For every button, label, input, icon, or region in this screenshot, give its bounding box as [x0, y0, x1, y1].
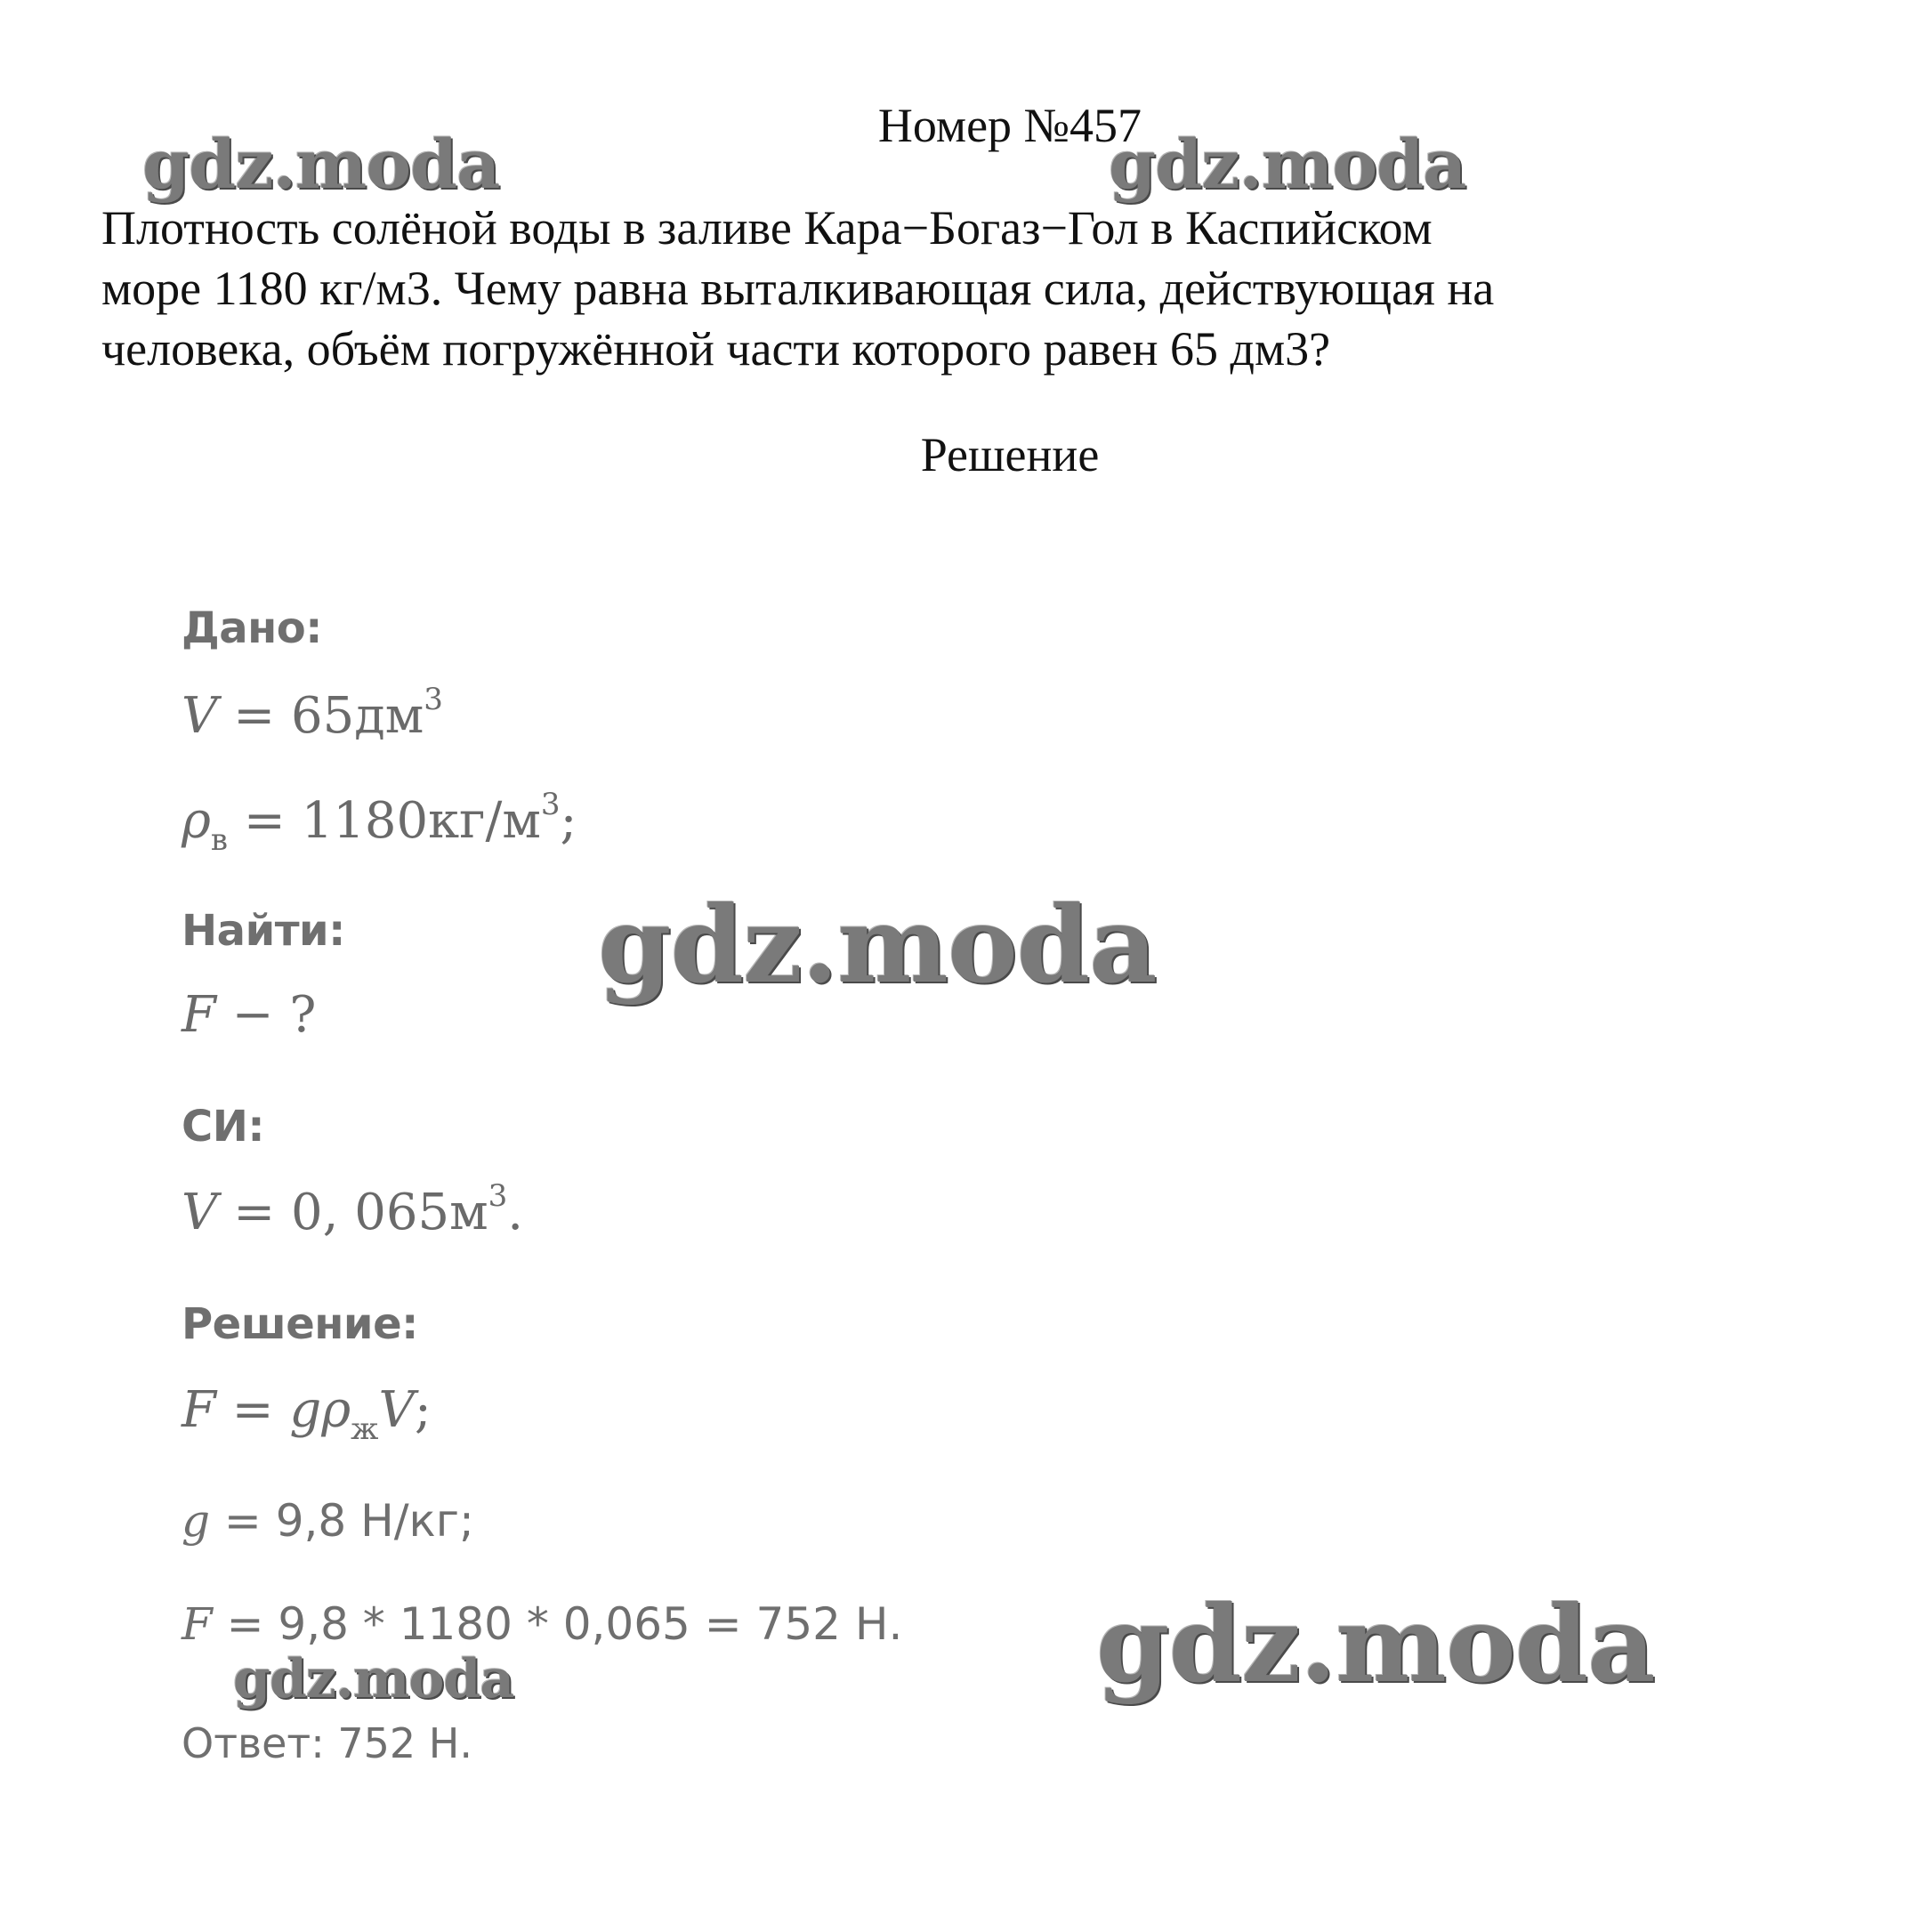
problem-line: Плотность солёной воды в заливе Кара−Богаз−Гол в Каспийском	[101, 201, 1433, 255]
given-density	[182, 787, 577, 858]
volume-symbol: V	[182, 1184, 218, 1241]
solution-label: Решение:	[182, 1299, 418, 1349]
gravity-line	[182, 1495, 474, 1547]
problem-number-title: Номер №457	[877, 99, 1142, 152]
problem-statement	[101, 198, 1792, 379]
density-symbol: ρ	[182, 792, 211, 850]
density-subscript: в	[210, 822, 229, 858]
answer-line: Ответ: 752 Н.	[182, 1719, 472, 1767]
density-tail: ;	[560, 792, 577, 850]
watermark: gdz.moda	[1109, 125, 1466, 204]
force-symbol: F	[182, 1598, 213, 1650]
problem-line: человека, объём погружённой части которого равен 65 дм3?	[101, 322, 1331, 376]
find-question: − ?	[215, 986, 317, 1044]
volume-value: = 65дм	[217, 687, 424, 745]
problem-line: море 1180 кг/м3. Чему равна выталкивающая сила, действующая на	[101, 262, 1495, 315]
si-volume-exponent: 3	[488, 1178, 508, 1214]
watermark: gdz.moda	[233, 1648, 514, 1710]
density-value: = 1180кг/м	[228, 792, 541, 850]
si-label: СИ:	[182, 1102, 265, 1152]
density-symbol: ρ	[321, 1381, 351, 1439]
volume-symbol: V	[182, 687, 218, 745]
given-volume	[182, 682, 443, 745]
density-exponent: 3	[540, 787, 561, 822]
calculation-value: = 9,8 * 1180 * 0,065 = 752 Н.	[212, 1598, 903, 1650]
watermark: gdz.moda	[598, 883, 1157, 1006]
gravity-value: = 9,8 Н/кг;	[210, 1495, 474, 1547]
force-symbol: F	[182, 986, 216, 1044]
given-label: Дано:	[182, 603, 322, 653]
watermark: gdz.moda	[1096, 1582, 1655, 1706]
solution-title: Решение	[920, 428, 1100, 481]
calculation-line	[182, 1598, 902, 1650]
si-volume-tail: .	[507, 1184, 524, 1241]
liquid-subscript: ж	[351, 1411, 379, 1447]
watermark: gdz.moda	[142, 125, 500, 204]
volume-symbol: V	[378, 1381, 415, 1439]
gravity-symbol: g	[182, 1495, 211, 1547]
formula-tail: ;	[414, 1381, 432, 1439]
archimedes-formula	[182, 1381, 432, 1447]
find-label: Найти:	[182, 906, 345, 956]
volume-exponent: 3	[424, 682, 443, 717]
find-force	[182, 986, 316, 1044]
formula-equals: =	[215, 1381, 290, 1439]
force-symbol: F	[182, 1381, 216, 1439]
si-volume-value: = 0, 065м	[217, 1184, 488, 1241]
si-volume	[182, 1178, 524, 1241]
gravity-symbol: g	[289, 1381, 322, 1439]
